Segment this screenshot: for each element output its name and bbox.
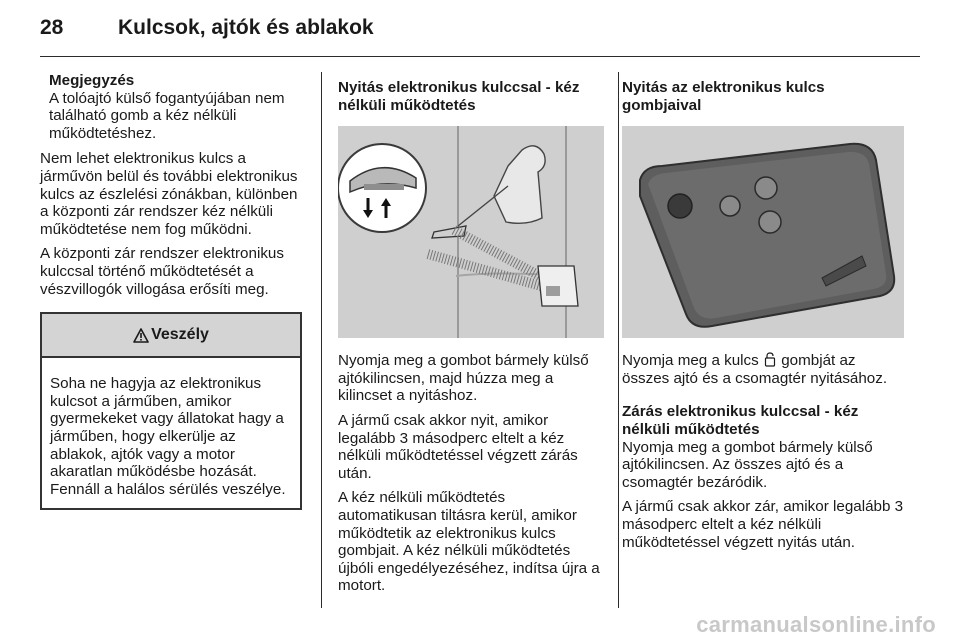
column-divider xyxy=(618,72,619,608)
paragraph: A jármű csak akkor zár, amikor legalább 3 másodperc eltelt a kéz nélküli működtetéssel végzett nyitás után. xyxy=(622,498,904,551)
page-title: Kulcsok, ajtók és ablakok xyxy=(118,16,374,39)
unlock-padlock-icon xyxy=(764,352,776,367)
note-text: A tolóajtó külső fogantyújában nem található gomb a kéz nélküli működtetéshez. xyxy=(49,89,285,142)
danger-box xyxy=(40,312,302,510)
note-title: Megjegyzés xyxy=(49,72,135,89)
paragraph: Nyomja meg a gombot bármely külső ajtókilincsen, majd húzza meg a kilincset a nyitáshoz. xyxy=(338,352,589,405)
column-right xyxy=(622,79,904,558)
key-card-illustration xyxy=(622,126,904,338)
paragraph xyxy=(622,352,904,387)
section-heading: Nyitás az elektronikus kulcs gombjaival xyxy=(622,79,825,114)
danger-text: Soha ne hagyja az elektronikus kulcsot a járműben, amikor gyermekeket vagy állatokat hagy a járműben, hogy elkerülje az ablakok, ajtók vagy a motor akaratlan működésbe hozását. Fennáll a halálos sérülés veszélye. xyxy=(50,375,286,498)
watermark: carmanualsonline.info xyxy=(696,612,936,637)
warning-triangle-icon xyxy=(133,328,149,343)
header-rule xyxy=(40,56,920,57)
column-middle xyxy=(338,79,604,602)
page-header xyxy=(40,16,920,56)
paragraph: A jármű csak akkor nyit, amikor legalább 3 másodperc eltelt a kéz nélküli működtetéssel végzett zárás után. xyxy=(338,411,578,482)
column-divider xyxy=(321,72,322,608)
page-number: 28 xyxy=(40,16,64,39)
door-handle-illustration xyxy=(338,126,604,338)
paragraph: Nyomja meg a gombot bármely külső ajtókilincsen. Az összes ajtó és a csomagtér bezáródik. xyxy=(622,438,873,491)
paragraph: A kéz nélküli működtetés automatikusan tiltásra kerül, amikor működtetik az elektronikus kulcs gombjait. A kéz nélküli működtetés újbóli engedélyezéséhez, indítsa újra a motort. xyxy=(338,489,600,595)
key-card-image xyxy=(622,126,904,338)
danger-title: Veszély xyxy=(151,326,209,344)
section-heading: Nyitás elektronikus kulccsal - kéz nélküli működtetés xyxy=(338,79,580,114)
section-heading: Zárás elektronikus kulccsal - kéz nélküli működtetés xyxy=(622,403,859,438)
danger-header xyxy=(42,314,300,358)
paragraph-part: Nyomja meg a kulcs xyxy=(622,352,759,370)
paragraph-part: gombját az összes ajtó és a csomagtér nyitásához. xyxy=(622,352,888,387)
column-left xyxy=(40,72,304,510)
paragraph: A központi zár rendszer elektronikus kulccsal történő működtetését a vészvillogók villogása erősíti meg. xyxy=(40,245,284,298)
note-block xyxy=(40,72,304,142)
handsfree-illustration xyxy=(338,126,604,338)
paragraph: Nem lehet elektronikus kulcs a járművön belül és további elektronikus kulcs az észlelési zónákban, különben a központi zár rendszer kéz nélküli működtetése nem fog működni. xyxy=(40,150,298,238)
